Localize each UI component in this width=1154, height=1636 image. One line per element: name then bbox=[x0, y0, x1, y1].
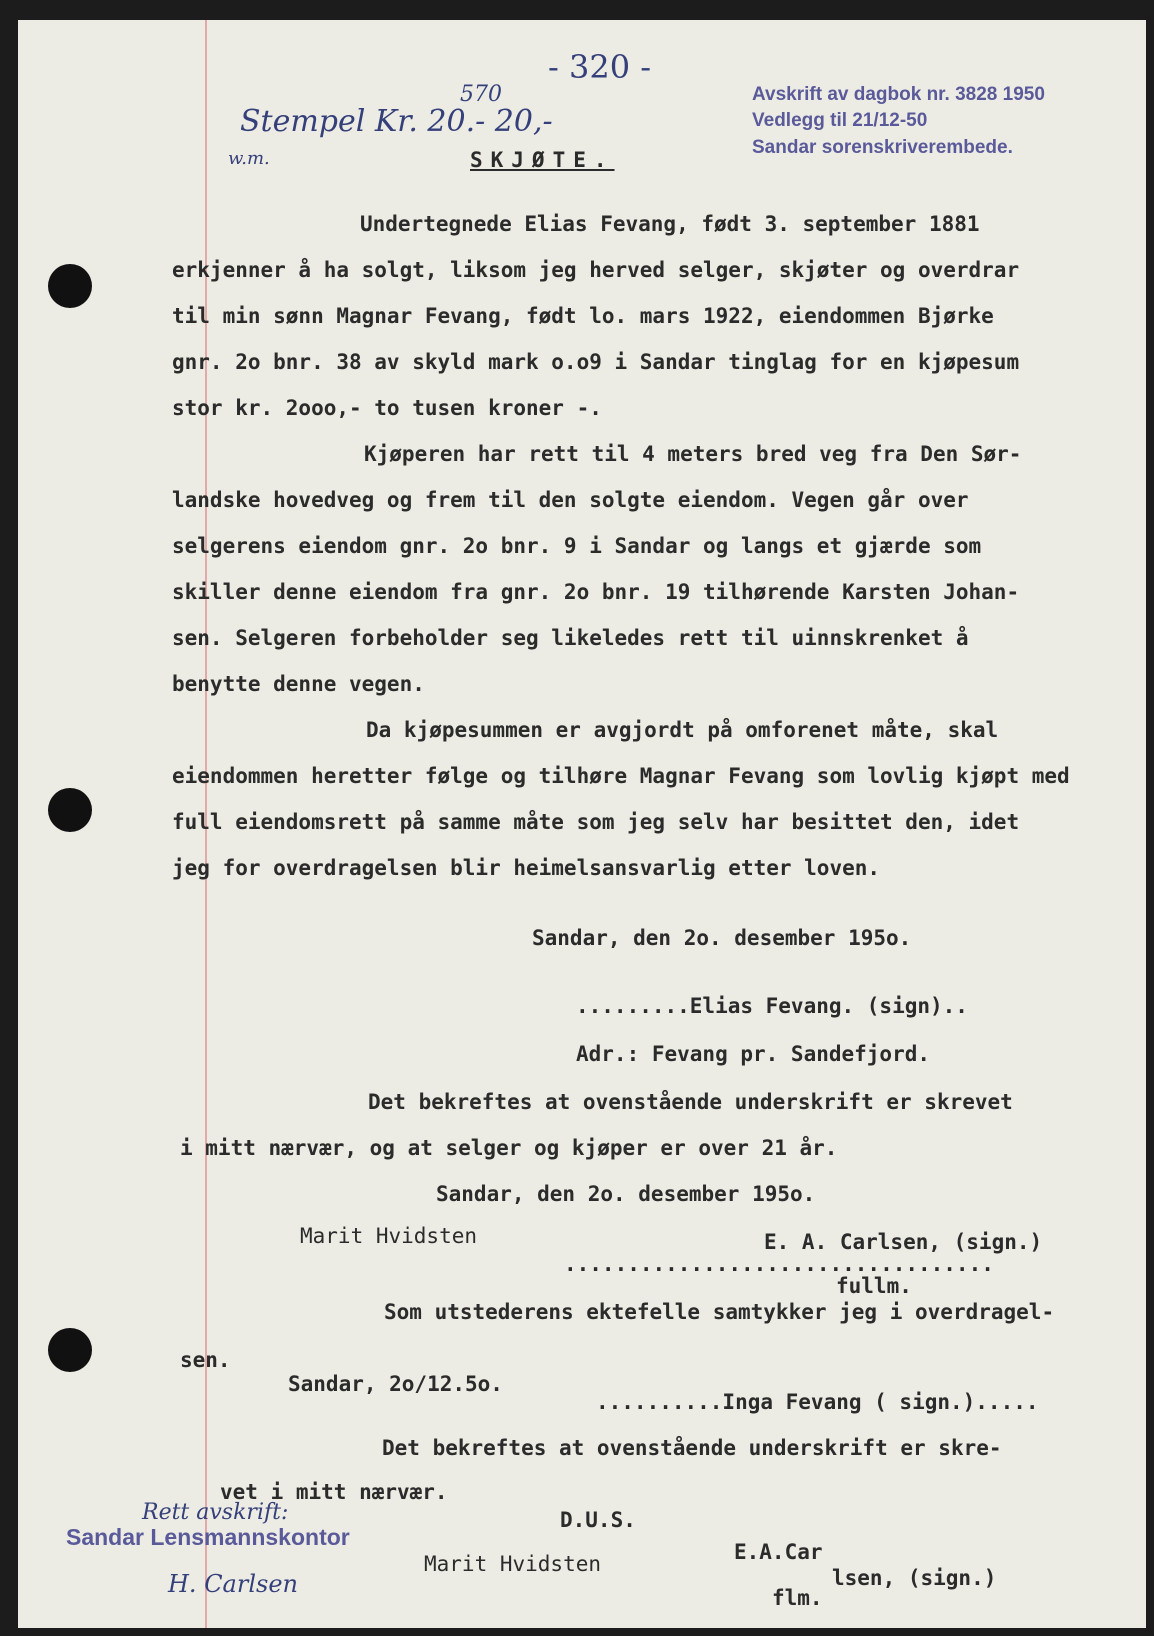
body-line: sen. Selgeren forbeholder seg likeledes rett til uinnskrenket å bbox=[172, 626, 969, 650]
date-line: Sandar, den 2o. desember 195o. bbox=[436, 1182, 816, 1206]
body-line: selgerens eiendom gnr. 2o bnr. 9 i Sandar og langs et gjærde som bbox=[172, 534, 982, 558]
body-line: erkjenner å ha solgt, liksom jeg herved selger, skjøter og overdrar bbox=[172, 258, 1020, 282]
body-line: jeg for overdragelsen blir heimelsansvarlig etter loven. bbox=[172, 856, 881, 880]
stempel-correction: 570 bbox=[460, 82, 502, 107]
spouse-signature: ..........Inga Fevang ( sign.)..... bbox=[596, 1390, 1039, 1414]
attestor-signature-rest: lsen, (sign.) bbox=[832, 1566, 997, 1590]
seller-signature: .........Elias Fevang. (sign).. bbox=[576, 994, 968, 1018]
stamp-line-3: Sandar sorenskriverembede. bbox=[752, 137, 1013, 158]
body-line: benytte denne vegen. bbox=[172, 672, 425, 696]
body-line: gnr. 2o bnr. 38 av skyld mark o.o9 i Sandar tinglag for en kjøpesum bbox=[172, 350, 1020, 374]
date-line: Sandar, den 2o. desember 195o. bbox=[532, 926, 912, 950]
confirm-line: vet i mitt nærvær. bbox=[220, 1480, 448, 1504]
signature-dots: .................................. bbox=[564, 1252, 994, 1276]
page-number: - 320 - bbox=[548, 48, 652, 86]
body-line: eiendommen heretter følge og tilhøre Magnar Fevang som lovlig kjøpt med bbox=[172, 764, 1070, 788]
punch-hole bbox=[48, 788, 92, 832]
body-line: Kjøperen har rett til 4 meters bred veg fra Den Sør- bbox=[364, 442, 1022, 466]
fullm-label: fullm. bbox=[836, 1274, 912, 1298]
flm-label: flm. bbox=[772, 1586, 823, 1610]
confirm-line: Det bekreftes at ovenstående underskrift er skre- bbox=[382, 1436, 1002, 1460]
consent-line: Som utstederens ektefelle samtykker jeg i overdragel- bbox=[384, 1300, 1055, 1324]
address-line: Adr.: Fevang pr. Sandefjord. bbox=[576, 1042, 931, 1066]
date-line: Sandar, 2o/12.5o. bbox=[288, 1372, 503, 1396]
stempel-note: Stempel Kr. 20.- 20,- bbox=[240, 104, 553, 139]
document-title: SKJØTE. bbox=[470, 148, 615, 172]
body-line: landske hovedveg og frem til den solgte eiendom. Vegen går over bbox=[172, 488, 969, 512]
punch-hole bbox=[48, 1328, 92, 1372]
body-line: full eiendomsrett på samme måte som jeg selv har besittet den, idet bbox=[172, 810, 1020, 834]
office-stamp: Sandar Lensmannskontor bbox=[66, 1524, 350, 1550]
consent-line: sen. bbox=[180, 1348, 231, 1372]
witness-name: Marit Hvidsten bbox=[300, 1224, 478, 1248]
stamp-line-2: Vedlegg til 21/12-50 bbox=[752, 110, 928, 131]
attestor-signature: E. A. Carlsen, (sign.) bbox=[764, 1230, 1043, 1254]
confirm-line: Det bekreftes at ovenstående underskrift er skrevet bbox=[368, 1090, 1013, 1114]
stempel-initials: w.m. bbox=[228, 148, 270, 169]
stamp-line-1: Avskrift av dagbok nr. 3828 1950 bbox=[752, 84, 1045, 105]
body-line: Undertegnede Elias Fevang, født 3. september 1881 bbox=[360, 212, 980, 236]
certified-copy-note: Rett avskrift: bbox=[142, 1500, 289, 1525]
attestor-signature-top: E.A.Car bbox=[734, 1540, 823, 1564]
body-line: stor kr. 2ooo,- to tusen kroner -. bbox=[172, 396, 602, 420]
punch-hole bbox=[48, 264, 92, 308]
body-line: til min sønn Magnar Fevang, født lo. mars 1922, eiendommen Bjørke bbox=[172, 304, 994, 328]
dus-label: D.U.S. bbox=[560, 1508, 636, 1532]
certifier-signature: H. Carlsen bbox=[168, 1570, 298, 1598]
body-line: skiller denne eiendom fra gnr. 2o bnr. 19 tilhørende Karsten Johan- bbox=[172, 580, 1020, 604]
witness-name: Marit Hvidsten bbox=[424, 1552, 602, 1576]
body-line: Da kjøpesummen er avgjordt på omforenet måte, skal bbox=[366, 718, 999, 742]
confirm-line: i mitt nærvær, og at selger og kjøper er over 21 år. bbox=[180, 1136, 838, 1160]
